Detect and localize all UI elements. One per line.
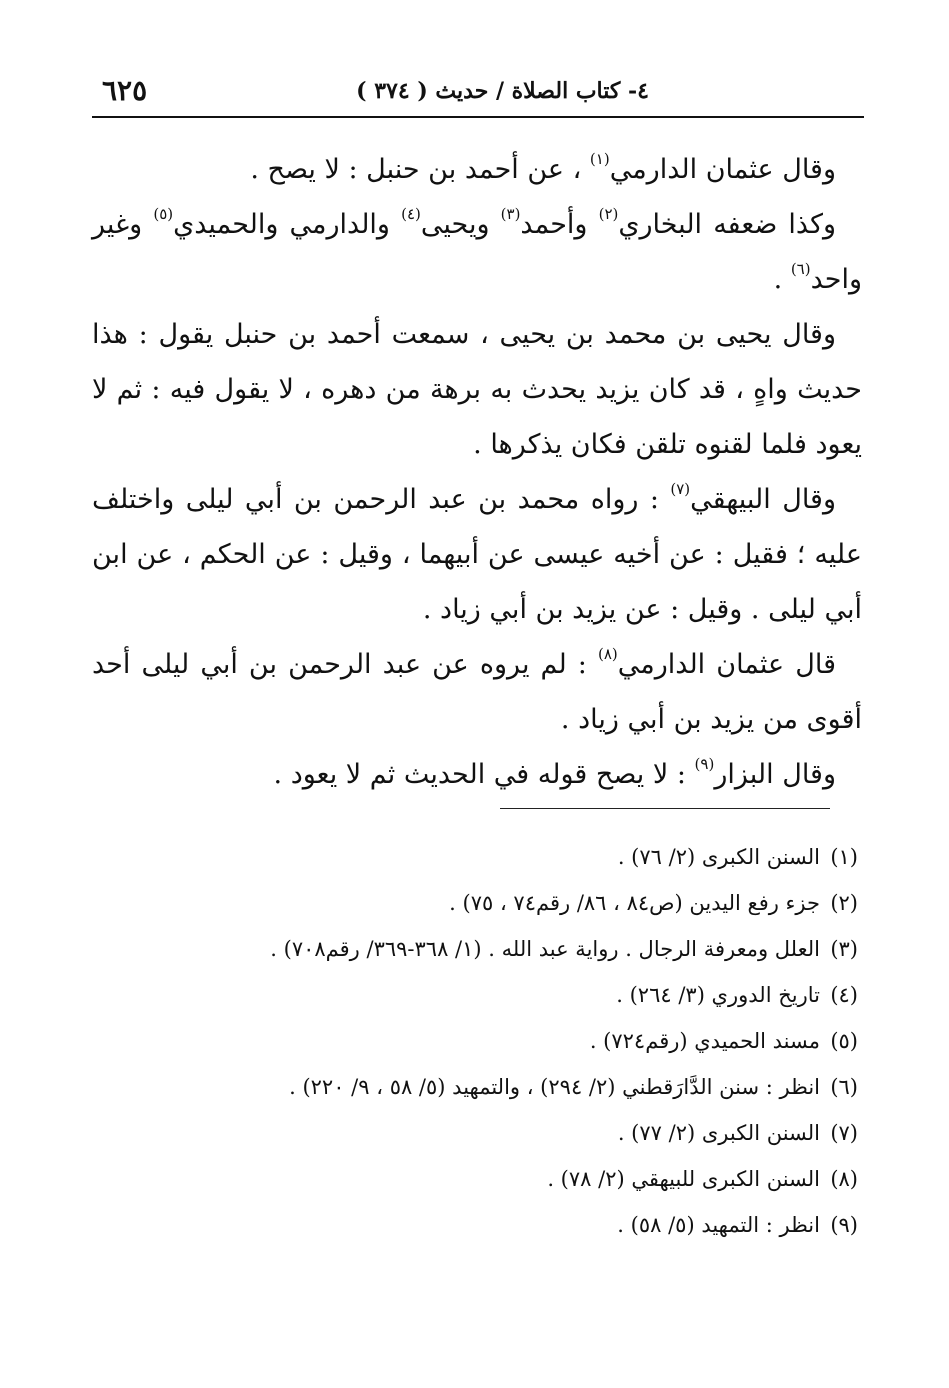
footnote-text: مسند الحميدي (رقم٧٢٤) . xyxy=(589,1029,820,1053)
footnote-item xyxy=(92,1156,858,1202)
footnotes xyxy=(92,834,858,1248)
paragraph: وكذا ضعفه البخاري$^{(٢)}$ وأحمد$^{(٣)}$ ويحيى$^{(٤)}$ والدارمي والحميدي$^{(٥)}$ وغير واحد$^{(٦)}$ . xyxy=(92,205,862,295)
footnote-number: (١) xyxy=(830,845,858,869)
footnote-item xyxy=(92,972,858,1018)
footnote-item xyxy=(92,926,858,972)
footnote-item xyxy=(92,1202,858,1248)
running-title: ٤- كتاب الصلاة / حديث ( ٣٧٤ ) xyxy=(356,78,649,104)
page-number: ٦٢٥ xyxy=(102,74,148,107)
footnote-number: (٩) xyxy=(830,1213,858,1237)
footnote-item xyxy=(92,1018,858,1064)
footnote-item xyxy=(92,1064,858,1110)
footnote-item xyxy=(92,1110,858,1156)
footnote-text: السنن الكبرى (٢/ ٧٧) . xyxy=(617,1121,820,1145)
paragraph: وقال عثمان الدارمي$^{(١)}$ ، عن أحمد بن حنبل : لا يصح . xyxy=(250,150,836,185)
footnote-item xyxy=(92,834,858,880)
paragraph: قال عثمان الدارمي$^{(٨)}$ : لم يروه عن عبد الرحمن بن أبي ليلى أحد أقوى من يزيد بن أبي زياد . xyxy=(92,645,862,735)
footnote-number: (٣) xyxy=(830,937,858,961)
footnote-number: (٨) xyxy=(830,1167,858,1191)
footnote-separator xyxy=(500,808,830,809)
footnote-number: (٢) xyxy=(830,891,858,915)
paragraph: وقال البزار$^{(٩)}$ : لا يصح قوله في الحديث ثم لا يعود . xyxy=(273,755,836,790)
footnote-text: السنن الكبرى للبيهقي (٢/ ٧٨) . xyxy=(547,1167,820,1191)
footnote-number: (٧) xyxy=(830,1121,858,1145)
footnote-text: جزء رفع اليدين (ص٨٤ ، ٨٦/ رقم٧٤ ، ٧٥) . xyxy=(449,891,820,915)
paragraph: وقال يحيى بن محمد بن يحيى ، سمعت أحمد بن حنبل يقول : هذا حديث واهٍ ، قد كان يزيد يحدث به برهة من دهره ، لا يقول فيه : ثم لا يعود فلما لقنوه تلقن فكان يذكرها . xyxy=(92,319,862,460)
footnote-number: (٦) xyxy=(830,1075,858,1099)
footnote-text: انظر : التمهيد (٥/ ٥٨) . xyxy=(617,1213,820,1237)
main-text xyxy=(92,142,862,802)
footnote-text: تاريخ الدوري (٣/ ٢٦٤) . xyxy=(616,983,820,1007)
header-rule xyxy=(92,116,864,118)
page-header xyxy=(92,70,864,114)
footnote-text: العلل ومعرفة الرجال . رواية عبد الله . (١/ ٣٦٨-٣٦٩/ رقم٧٠٨) . xyxy=(270,937,820,961)
paragraph: وقال البيهقي$^{(٧)}$ : رواه محمد بن عبد الرحمن بن أبي ليلى واختلف عليه ؛ فقيل : عن أخيه عيسى عن أبيهما ، وقيل : عن الحكم ، عن ابن أبي ليلى . وقيل : عن يزيد بن أبي زياد . xyxy=(92,480,862,625)
footnote-text: انظر : سنن الدَّارَقطني (٢/ ٢٩٤) ، والتمهيد (٥/ ٥٨ ، ٩/ ٢٢٠) . xyxy=(289,1075,820,1099)
footnote-text: السنن الكبرى (٢/ ٧٦) . xyxy=(617,845,820,869)
footnote-number: (٥) xyxy=(830,1029,858,1053)
footnote-number: (٤) xyxy=(830,983,858,1007)
footnote-item xyxy=(92,880,858,926)
